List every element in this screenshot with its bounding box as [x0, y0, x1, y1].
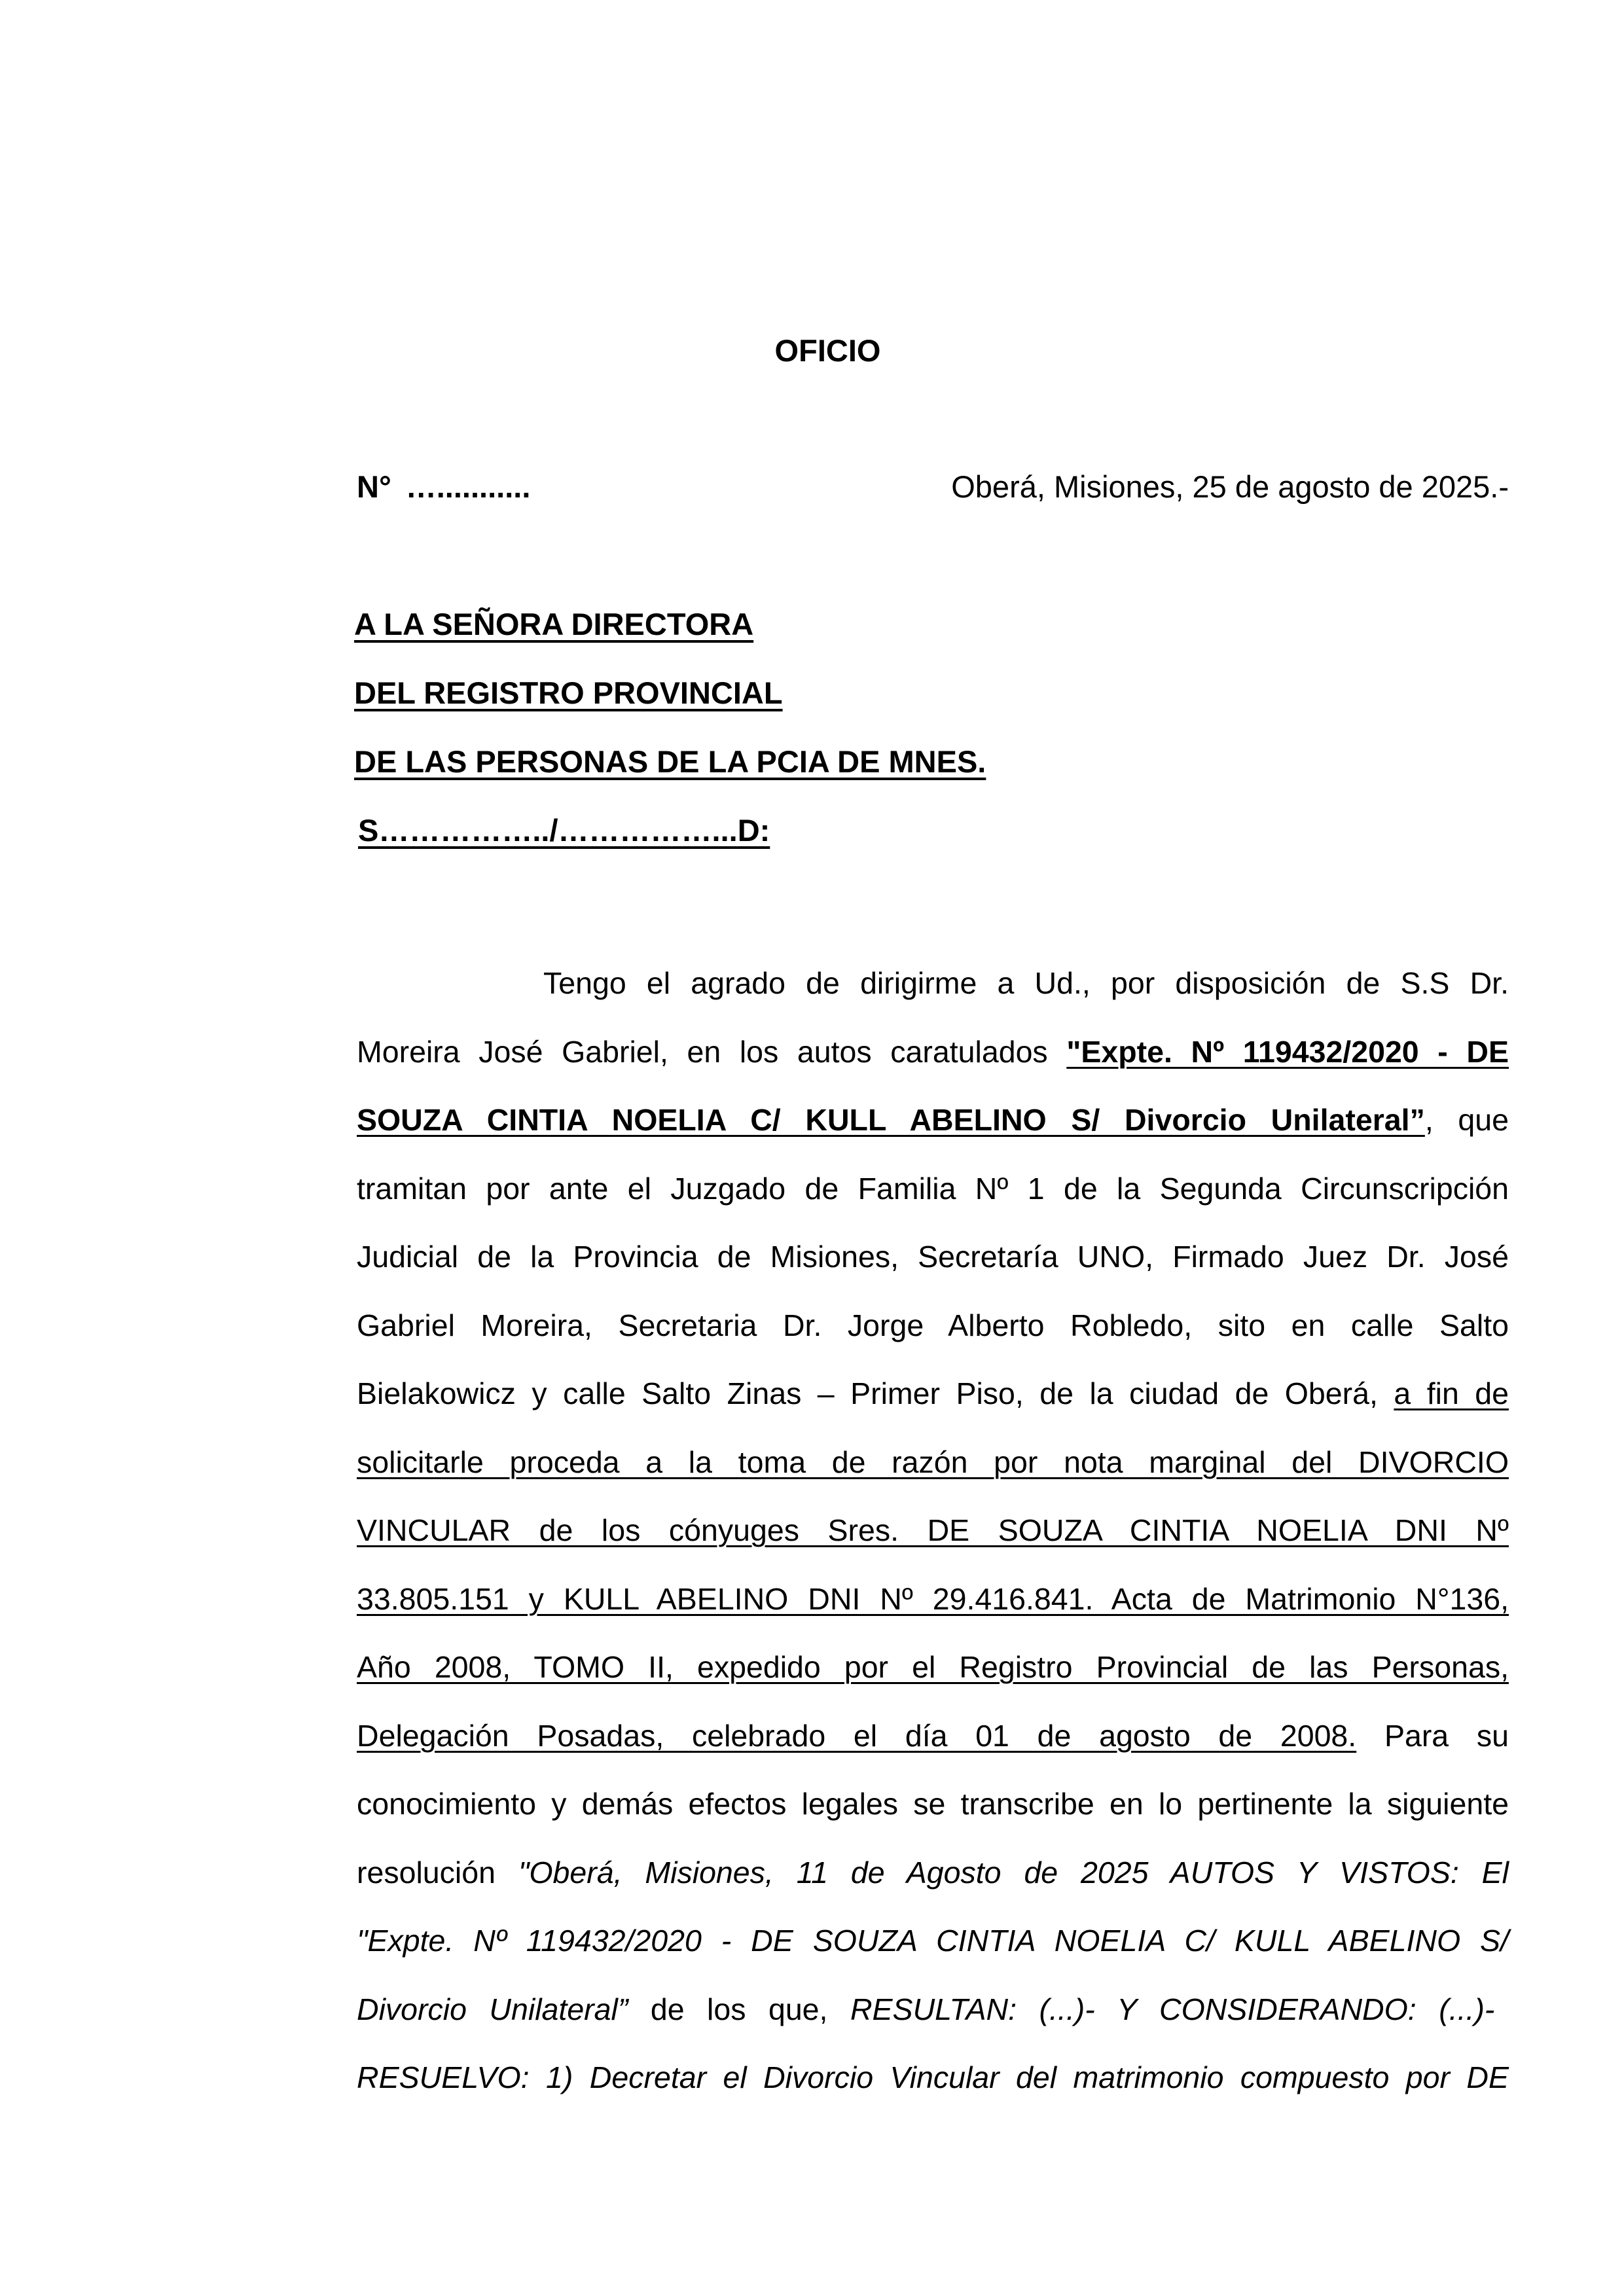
text-segment: Año 2008, TOMO II, expedido por el Registro Provincial de las Personas, — [357, 1650, 1509, 1684]
text-segment: 33.805.151 y KULL ABELINO DNI Nº 29.416.841. Acta de Matrimonio N°136, — [357, 1581, 1509, 1616]
text-segment: Tengo el agrado de dirigirme a Ud., por disposición de S.S Dr. — [543, 966, 1509, 1000]
body-line — [357, 1496, 1509, 1565]
oficio-number — [357, 469, 530, 505]
text-segment: Moreira José Gabriel, en los autos caratulados — [357, 1034, 1067, 1069]
text-segment: VINCULAR de los cónyuges Sres. DE SOUZA CINTIA NOELIA DNI Nº — [357, 1513, 1509, 1547]
place-date: Oberá, Misiones, 25 de agosto de 2025.- — [951, 469, 1509, 504]
body-line — [357, 1907, 1509, 1975]
text-segment: "Oberá, Misiones, 11 de Agosto de 2025 AUTOS Y VISTOS: El — [518, 1855, 1509, 1890]
title-text: OFICIO — [774, 333, 881, 368]
body-line — [357, 1018, 1509, 1086]
text-segment: "Expte. Nº 119432/2020 - DE SOUZA CINTIA NOELIA C/ KULL ABELINO S/ — [357, 1924, 1509, 1958]
body-line — [357, 1291, 1509, 1360]
body-paragraph — [357, 949, 1509, 2112]
body-line — [357, 1770, 1509, 1839]
addressee-line-2: DEL REGISTRO PROVINCIAL — [354, 675, 783, 710]
text-segment: "Expte. Nº 119432/2020 - DE — [1066, 1034, 1509, 1069]
text-segment: resolución — [357, 1855, 518, 1890]
text-segment: conocimiento y demás efectos legales se transcribe en lo pertinente la siguiente — [357, 1787, 1509, 1821]
body-line — [357, 1223, 1509, 1291]
body-line — [357, 1428, 1509, 1497]
text-segment: Bielakowicz y calle Salto Zinas – Primer Piso, de la ciudad de Oberá, — [357, 1376, 1394, 1410]
text-segment: a fin de — [1394, 1376, 1509, 1410]
addressee-line-1: A LA SEÑORA DIRECTORA — [354, 607, 754, 641]
document-title — [0, 332, 1624, 368]
text-segment: Divorcio Unilateral” — [357, 1992, 651, 2026]
body-line — [357, 1633, 1509, 1702]
text-segment: Delegación Posadas, celebrado el día 01 de agosto de 2008. — [357, 1718, 1357, 1753]
salutation-line: S……………../……………...D: — [358, 813, 770, 848]
body-line — [357, 1702, 1509, 1770]
body-line — [357, 1839, 1509, 1907]
number-label: N° — [357, 469, 391, 504]
text-segment: , que — [1424, 1103, 1509, 1137]
body-line — [357, 1359, 1509, 1428]
body-line — [357, 1086, 1509, 1155]
text-segment: Gabriel Moreira, Secretaria Dr. Jorge Alberto Robledo, sito en calle Salto — [357, 1308, 1509, 1342]
text-segment: RESULTAN: (...)- Y CONSIDERANDO: (...)- — [850, 1992, 1495, 2026]
text-segment: tramitan por ante el Juzgado de Familia Nº 1 de la Segunda Circunscripción — [357, 1171, 1509, 1206]
body-line — [357, 1565, 1509, 1634]
text-segment: Judicial de la Provincia de Misiones, Secretaría UNO, Firmado Juez Dr. José — [357, 1240, 1509, 1274]
text-segment: RESUELVO: 1) Decretar el Divorcio Vincular del matrimonio compuesto por DE — [357, 2060, 1509, 2094]
text-segment: SOUZA CINTIA NOELIA C/ KULL ABELINO S/ Divorcio Unilateral” — [357, 1103, 1425, 1137]
addressee-line-3: DE LAS PERSONAS DE LA PCIA DE MNES. — [354, 744, 986, 779]
header-row — [357, 469, 1509, 505]
text-segment: Para su — [1356, 1718, 1509, 1753]
body-line — [357, 2043, 1509, 2112]
body-line — [357, 1155, 1509, 1223]
text-segment: solicitarle proceda a la toma de razón por nota marginal del DIVORCIO — [357, 1444, 1509, 1479]
text-segment: de los que, — [650, 1992, 850, 2026]
body-line — [357, 949, 1509, 1018]
number-placeholder: …........... — [405, 469, 531, 504]
body-line — [357, 1975, 1509, 2044]
